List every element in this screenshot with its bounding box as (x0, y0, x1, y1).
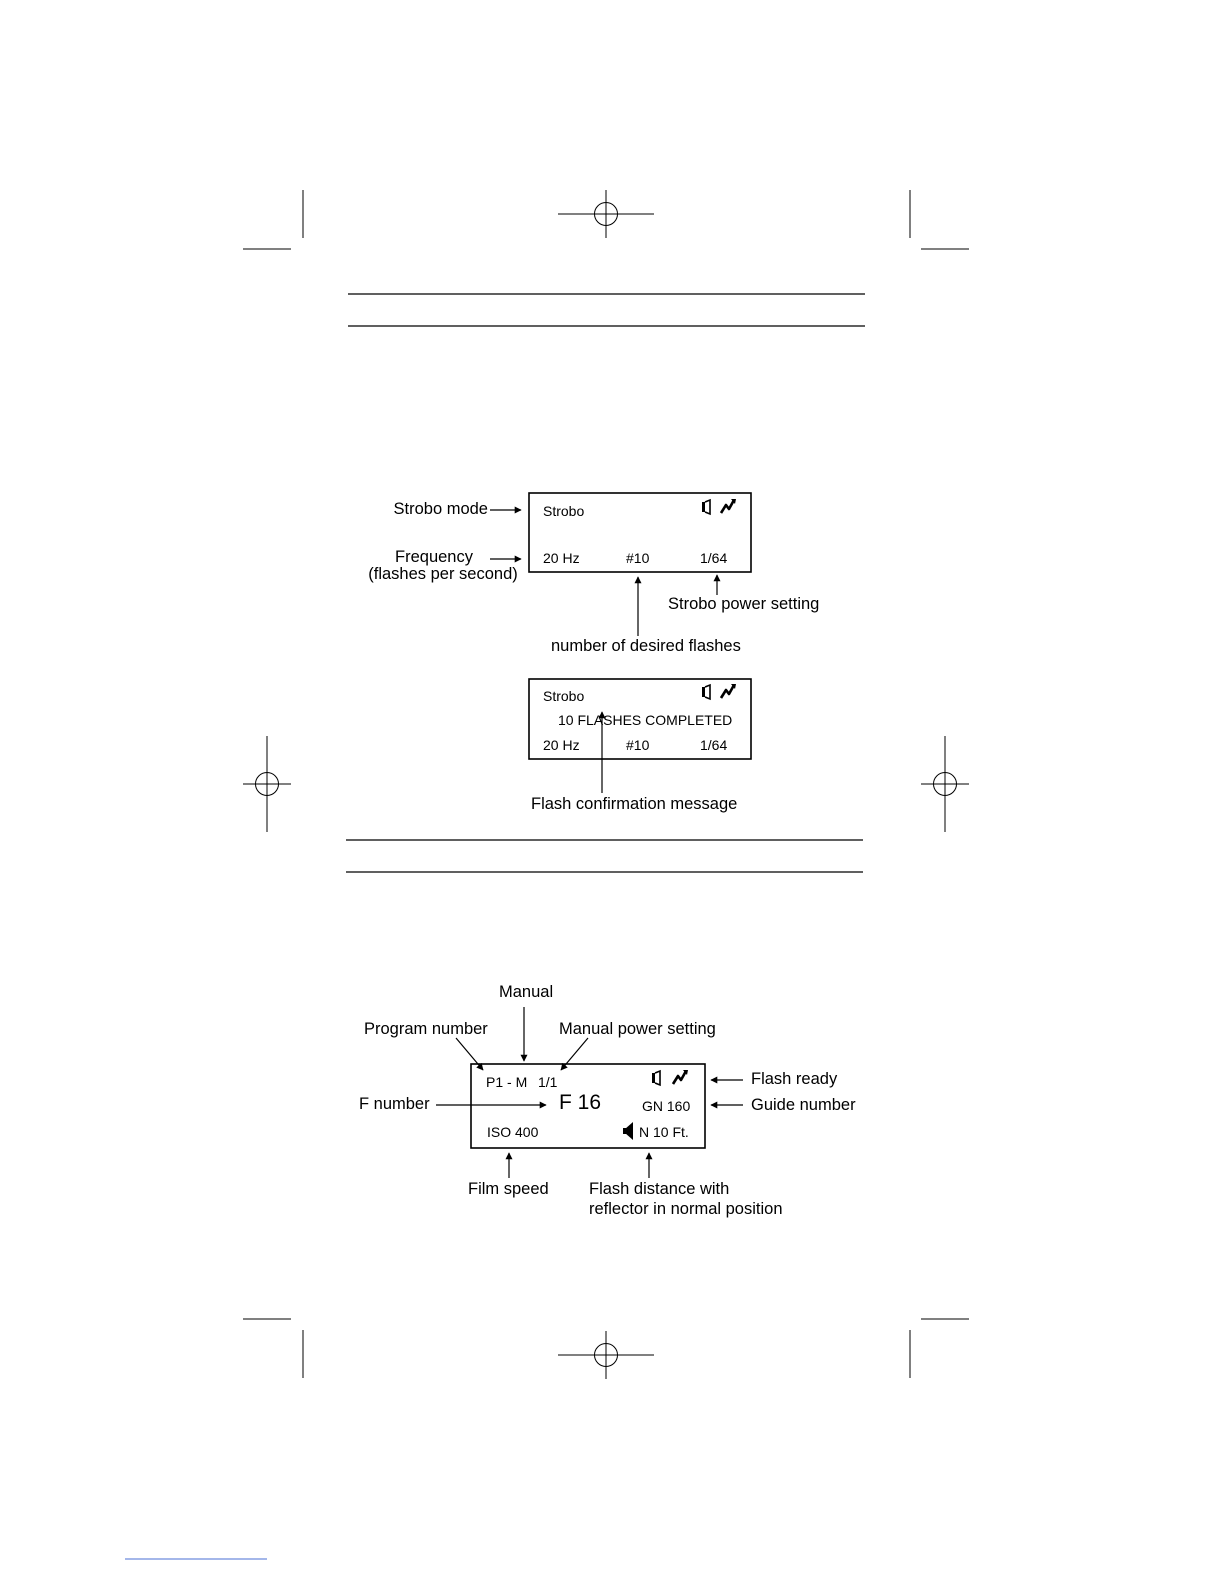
lcd-power-text: 1/64 (700, 737, 728, 753)
guide-number-label: Guide number (751, 1096, 856, 1114)
lcd-power-text: 1/64 (700, 550, 728, 566)
flash-ready-label: Flash ready (751, 1070, 838, 1088)
lcd-guide-number-text: GN 160 (642, 1098, 691, 1114)
lcd-count-text: #10 (626, 550, 650, 566)
manual-label: Manual (499, 983, 554, 1001)
lcd-iso-text: ISO 400 (487, 1124, 539, 1140)
lcd-frequency-text: 20 Hz (543, 550, 580, 566)
lcd-confirmation-message: 10 FLASHES COMPLETED (558, 712, 733, 728)
program-number-label: Program number (364, 1020, 488, 1038)
strobo-mode-label: Strobo mode (393, 500, 488, 518)
frequency-note-label: (flashes per second) (368, 565, 518, 583)
confirmation-label: Flash confirmation message (531, 795, 738, 813)
lcd-count-text: #10 (626, 737, 650, 753)
lcd-program-text: P1 - M (486, 1074, 528, 1090)
lcd-mode-text: Strobo (543, 688, 585, 704)
lcd-distance-text: N 10 Ft. (639, 1124, 689, 1140)
desired-flashes-label: number of desired flashes (551, 637, 741, 655)
flash-distance-label-2: reflector in normal position (589, 1200, 783, 1218)
lcd-f-number-text: F 16 (559, 1091, 602, 1114)
lcd-power-text: 1/1 (538, 1074, 558, 1090)
f-number-label: F number (359, 1095, 430, 1113)
strobo-power-label: Strobo power setting (668, 595, 820, 613)
flash-distance-label: Flash distance with (589, 1180, 730, 1198)
lcd-frequency-text: 20 Hz (543, 737, 580, 753)
manual-power-label: Manual power setting (559, 1020, 716, 1038)
lcd-mode-text: Strobo (543, 503, 585, 519)
film-speed-label: Film speed (468, 1180, 549, 1198)
frequency-label: Frequency (395, 548, 473, 566)
